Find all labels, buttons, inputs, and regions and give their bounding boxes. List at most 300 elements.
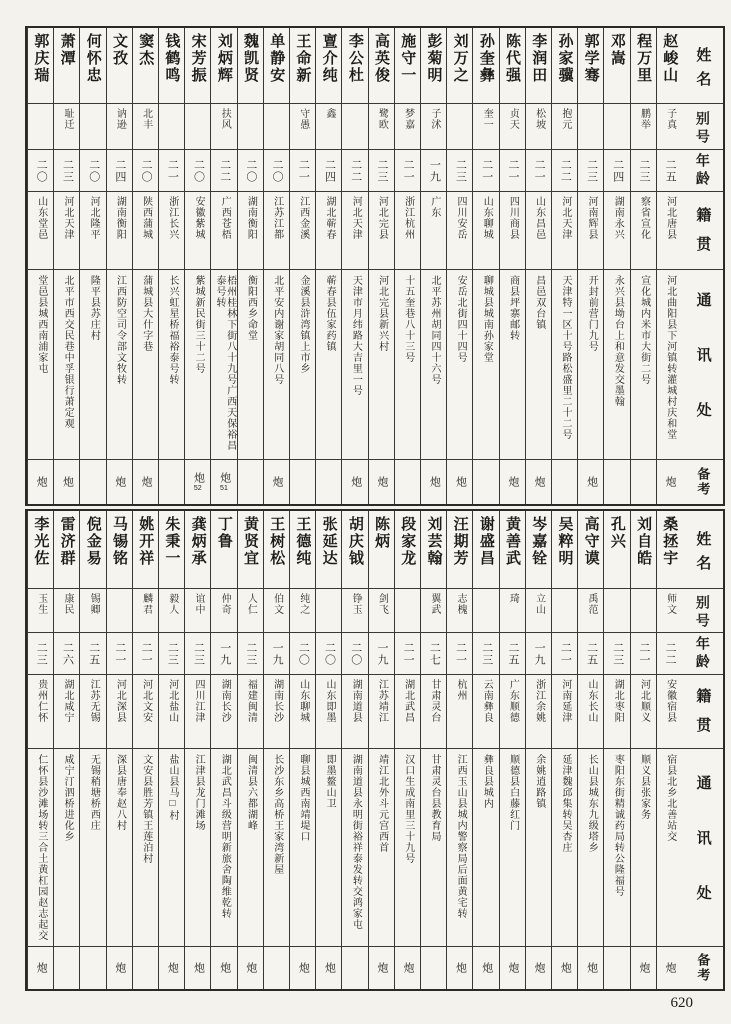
- native-place-cell: [578, 675, 603, 749]
- native-place-cell-text: 江苏无锡: [88, 679, 100, 723]
- age-cell-text: 一九: [218, 641, 231, 666]
- native-place-cell: [28, 675, 53, 749]
- alias-cell: [578, 589, 603, 633]
- address-cell: [80, 749, 105, 947]
- alias-cell: [369, 589, 394, 633]
- entry-column: [53, 511, 79, 989]
- alias-cell: [28, 589, 53, 633]
- alias-cell-text: 抱元: [559, 108, 571, 130]
- address-cell-text: 衡阳西乡命堂: [245, 275, 257, 341]
- age-cell-text: 二一: [637, 641, 650, 666]
- native-place-cell: [421, 192, 446, 270]
- address-cell-text: 长山县城东九级塔乡: [586, 754, 598, 853]
- alias-cell: [552, 589, 577, 633]
- alias-cell: [604, 104, 629, 150]
- native-place-cell: [159, 192, 184, 270]
- name-cell: [421, 511, 446, 589]
- remark-cell: [290, 947, 315, 989]
- header-native-label: 籍贯: [694, 206, 712, 265]
- remark-cell: [552, 460, 577, 504]
- name-cell-text: 窦杰: [137, 33, 155, 67]
- address-cell: [578, 270, 603, 460]
- age-cell-text: 二一: [402, 158, 415, 183]
- name-cell: [473, 28, 498, 104]
- remark-cell: [500, 460, 525, 504]
- age-cell-text: 二六: [61, 641, 74, 666]
- remark-cell-text: 炮: [218, 962, 231, 974]
- name-cell: [604, 28, 629, 104]
- native-place-cell: [238, 192, 263, 270]
- alias-cell: [473, 589, 498, 633]
- name-cell-text: 文孜: [111, 33, 128, 67]
- name-cell: [107, 28, 132, 104]
- address-cell: [159, 270, 184, 460]
- remark-cell-text: 炮: [140, 476, 153, 488]
- remark-cell-text: 炮: [192, 962, 205, 974]
- age-cell: [395, 150, 420, 192]
- remark-cell-text: 炮: [585, 476, 598, 488]
- age-cell-text: 二二: [218, 158, 231, 183]
- name-cell: [526, 28, 551, 104]
- alias-cell-text: 剑飞: [376, 593, 388, 615]
- alias-cell: [631, 104, 656, 150]
- name-cell: [500, 511, 525, 589]
- age-cell-text: 二〇: [244, 158, 257, 183]
- header-column: [682, 511, 723, 989]
- name-cell: [54, 28, 79, 104]
- alias-cell: [80, 589, 105, 633]
- native-place-cell: [316, 675, 341, 749]
- native-place-cell-text: 河北深县: [114, 679, 126, 723]
- address-cell: [264, 270, 289, 460]
- header-name: [682, 28, 723, 104]
- remark-cell: [447, 947, 472, 989]
- native-place-cell: [604, 675, 629, 749]
- entry-column: [551, 511, 577, 989]
- name-cell-text: 龚炳承: [189, 516, 207, 567]
- age-cell: [80, 633, 105, 675]
- age-cell-text: 二三: [192, 641, 205, 666]
- name-cell-text: 马锡铭: [111, 516, 128, 567]
- address-cell: [526, 749, 551, 947]
- age-cell: [80, 150, 105, 192]
- alias-cell-text: 松坡: [533, 108, 545, 130]
- alias-cell: [54, 104, 79, 150]
- entry-column: [368, 511, 394, 989]
- address-cell-text: 长沙东乡高桥王家湾新屋: [271, 754, 283, 875]
- native-place-cell: [447, 675, 472, 749]
- age-cell: [369, 633, 394, 675]
- remark-cell: [211, 460, 236, 504]
- alias-cell-text: 梦嘉: [402, 108, 414, 130]
- address-cell: [369, 270, 394, 460]
- name-cell-text: 孔兴: [608, 516, 626, 550]
- age-cell: [657, 150, 682, 192]
- age-cell: [395, 633, 420, 675]
- name-cell: [552, 511, 577, 589]
- native-place-cell: [133, 675, 158, 749]
- alias-cell: [316, 104, 341, 150]
- native-place-cell-text: 广东: [428, 196, 440, 218]
- remark-cell: [369, 947, 394, 989]
- native-place-cell: [552, 675, 577, 749]
- alias-cell: [54, 589, 79, 633]
- name-cell: [54, 511, 79, 589]
- alias-cell: [133, 104, 158, 150]
- native-place-cell-text: 湖南永兴: [612, 196, 624, 240]
- address-cell: [28, 749, 53, 947]
- address-cell-text: 北平安内谢家胡同八号: [271, 275, 283, 385]
- native-place-cell-text: 云南彝良: [481, 679, 493, 723]
- address-cell-text: 蒲城县大什字巷: [140, 275, 152, 352]
- address-cell-text: 余姚逍路镇: [533, 754, 545, 809]
- name-cell: [28, 511, 53, 589]
- age-cell-text: 二五: [87, 641, 100, 666]
- entry-column: [27, 28, 53, 504]
- native-place-cell-text: 湖南衡阳: [245, 196, 257, 240]
- address-cell: [604, 270, 629, 460]
- address-cell: [290, 270, 315, 460]
- name-cell: [369, 28, 394, 104]
- alias-cell: [159, 589, 184, 633]
- age-cell-text: 二一: [166, 158, 179, 183]
- age-cell-text: 二一: [113, 641, 126, 666]
- remark-cell-text: 炮: [506, 962, 519, 974]
- native-place-cell-text: 山东昌邑: [533, 196, 545, 240]
- age-cell: [133, 150, 158, 192]
- remark-cell: [657, 460, 682, 504]
- name-cell: [264, 28, 289, 104]
- remark-cell: [578, 460, 603, 504]
- entry-column: [158, 511, 184, 989]
- address-cell: [54, 270, 79, 460]
- remark-cell-text: 炮: [585, 962, 598, 974]
- address-cell: [473, 749, 498, 947]
- alias-cell-text: 守愚: [297, 108, 309, 130]
- header-name-label: 姓名: [694, 47, 712, 95]
- remark-cell-text: 炮: [349, 476, 362, 488]
- alias-cell-text: 鹏举: [638, 108, 650, 130]
- alias-cell-text: 志槐: [455, 593, 467, 615]
- entry-column: [472, 28, 498, 504]
- alias-cell-text: 琦: [507, 593, 519, 604]
- entry-column: [446, 511, 472, 989]
- address-cell-text: 延津魏邱集转吴杏庄: [559, 754, 571, 853]
- remark-cell-text: 炮: [664, 962, 677, 974]
- age-cell: [211, 150, 236, 192]
- directory-table-upper: [25, 26, 725, 506]
- header-age: [682, 633, 723, 675]
- remark-cell: [28, 947, 53, 989]
- alias-cell-text: 康民: [61, 593, 73, 615]
- remark-cell-text: 炮: [480, 962, 493, 974]
- native-place-cell-text: 江苏江都: [271, 196, 283, 240]
- age-cell: [28, 633, 53, 675]
- header-alias: [682, 589, 723, 633]
- address-cell-text: 紫城新民街三十二号: [193, 275, 205, 374]
- header-remark-label: 备考: [695, 953, 711, 983]
- alias-cell-text: 师文: [664, 593, 676, 615]
- alias-cell-text: 纯之: [297, 593, 309, 615]
- native-place-cell-text: 湖北咸宁: [61, 679, 73, 723]
- native-place-cell: [395, 675, 420, 749]
- name-cell-text: 黄贤宜: [242, 516, 260, 567]
- header-alias-label: 别号: [694, 594, 711, 631]
- age-cell-text: 二一: [402, 641, 415, 666]
- entry-column: [315, 511, 341, 989]
- remark-cell: [421, 460, 446, 504]
- age-cell: [631, 150, 656, 192]
- native-place-cell: [133, 192, 158, 270]
- address-cell: [211, 270, 236, 460]
- native-place-cell-text: 湖南道县: [350, 679, 362, 723]
- address-cell-text: 安岳北街四十四号: [455, 275, 467, 363]
- age-cell-text: 一九: [271, 641, 284, 666]
- native-place-cell: [578, 192, 603, 270]
- native-place-cell-text: 河北完县: [376, 196, 388, 240]
- remark-cell-text: 炮: [664, 476, 677, 488]
- remark-cell-text: 炮: [35, 476, 48, 488]
- address-cell-text: 北平苏州胡同四十六号: [428, 275, 440, 385]
- name-cell-text: 黄善武: [504, 516, 522, 567]
- remark-cell-text: 炮: [35, 962, 48, 974]
- remark-cell: [342, 947, 367, 989]
- header-native-label: 籍贯: [694, 687, 712, 746]
- address-cell: [500, 749, 525, 947]
- name-cell: [578, 511, 603, 589]
- native-place-cell-text: 湖南衡阳: [114, 196, 126, 240]
- address-cell: [657, 270, 682, 460]
- remark-cell: [159, 460, 184, 504]
- native-place-cell: [264, 192, 289, 270]
- remark-cell: [631, 460, 656, 504]
- address-cell: [185, 749, 210, 947]
- address-cell: [80, 270, 105, 460]
- address-cell: [107, 270, 132, 460]
- alias-cell: [264, 104, 289, 150]
- alias-cell: [657, 104, 682, 150]
- age-cell-text: 二五: [506, 641, 519, 666]
- entry-column: [341, 28, 367, 504]
- native-place-cell-text: 福建闽清: [245, 679, 257, 723]
- age-cell-text: 二〇: [192, 158, 205, 183]
- alias-cell: [211, 589, 236, 633]
- address-cell-text: 湖南道县永明街裕祥泰发转交鸿家屯: [350, 754, 362, 930]
- address-cell: [447, 270, 472, 460]
- remark-cell: [159, 947, 184, 989]
- remark-cell: [631, 947, 656, 989]
- alias-cell-text: 仲奇: [219, 593, 231, 615]
- name-cell-text: 钱鹤鸣: [163, 33, 181, 84]
- address-cell: [238, 749, 263, 947]
- name-cell: [342, 28, 367, 104]
- age-cell: [473, 633, 498, 675]
- age-cell-text: 二五: [664, 158, 677, 183]
- address-cell-text: 隆平县苏庄村: [88, 275, 100, 341]
- alias-cell: [500, 104, 525, 150]
- name-cell: [447, 511, 472, 589]
- directory-sheet: [25, 26, 725, 991]
- name-cell-text: 张延达: [320, 516, 338, 567]
- remark-cell: [238, 947, 263, 989]
- entry-column: [263, 511, 289, 989]
- remark-cell: [80, 947, 105, 989]
- remark-cell-text: 炮: [271, 476, 284, 488]
- name-cell-text: 李公杜: [346, 33, 364, 84]
- age-cell-text: 二一: [533, 158, 546, 183]
- address-cell: [421, 749, 446, 947]
- remark-cell-text: 炮: [533, 476, 546, 488]
- address-cell-text: 北平市西交民巷中孚银行萧定观: [62, 275, 74, 429]
- name-cell-text: 陈炳: [373, 516, 391, 550]
- header-alias-label: 别号: [694, 110, 711, 147]
- age-cell: [657, 633, 682, 675]
- alias-cell-text: 北丰: [140, 108, 152, 130]
- native-place-cell: [526, 192, 551, 270]
- alias-cell-text: 贞天: [507, 108, 519, 130]
- alias-cell: [316, 589, 341, 633]
- native-place-cell-text: 河北盐山: [166, 679, 178, 723]
- remark-cell-text: 炮: [244, 962, 257, 974]
- name-cell-text: 李光佐: [32, 516, 50, 567]
- native-place-cell-text: 江苏靖江: [376, 679, 388, 723]
- alias-cell: [264, 589, 289, 633]
- alias-cell-text: 鹭欧: [376, 108, 388, 130]
- remark-cell: [604, 947, 629, 989]
- name-cell: [211, 511, 236, 589]
- name-cell: [631, 511, 656, 589]
- native-place-cell: [657, 675, 682, 749]
- age-cell-text: 二〇: [87, 158, 100, 183]
- address-cell-text: 河北完县新兴村: [376, 275, 388, 352]
- entry-column: [237, 511, 263, 989]
- remark-cell: [264, 460, 289, 504]
- name-cell-text: 郭学骞: [582, 33, 600, 84]
- age-cell: [421, 150, 446, 192]
- native-place-cell: [54, 675, 79, 749]
- entry-column: [53, 28, 79, 504]
- name-cell-text: 宋芳振: [189, 33, 207, 84]
- entry-column: [656, 28, 682, 504]
- name-cell: [80, 511, 105, 589]
- name-cell: [133, 28, 158, 104]
- native-place-cell: [447, 192, 472, 270]
- remark-cell: [185, 460, 210, 504]
- alias-cell: [28, 104, 53, 150]
- native-place-cell: [552, 192, 577, 270]
- native-place-cell: [185, 192, 210, 270]
- address-cell: [316, 270, 341, 460]
- remark-cell-text: 炮: [428, 476, 441, 488]
- age-cell-text: 二一: [480, 158, 493, 183]
- entry-column: [472, 511, 498, 989]
- name-cell-text: 赵峻山: [661, 33, 679, 84]
- entry-column: [499, 28, 525, 504]
- alias-cell-text: 玉生: [35, 593, 47, 615]
- age-cell: [369, 150, 394, 192]
- entry-column: [446, 28, 472, 504]
- name-cell: [185, 28, 210, 104]
- age-cell-text: 一九: [533, 641, 546, 666]
- address-cell: [500, 270, 525, 460]
- age-cell-text: 二三: [454, 158, 467, 183]
- name-cell-text: 雷济群: [58, 516, 76, 567]
- address-cell-text: 湖北武昌斗级营明新旅舍陶维乾转: [219, 754, 231, 919]
- remark-cell-text: 炮: [61, 476, 74, 488]
- address-cell-text: 十五奎巷八十三号: [402, 275, 414, 363]
- entry-column: [551, 28, 577, 504]
- remark-cell: [473, 460, 498, 504]
- name-cell-text: 单静安: [268, 33, 286, 84]
- remark-cell: [342, 460, 367, 504]
- name-cell: [578, 28, 603, 104]
- address-cell: [133, 270, 158, 460]
- address-cell: [395, 749, 420, 947]
- name-cell-text: 段家龙: [399, 516, 417, 567]
- native-place-cell: [54, 192, 79, 270]
- age-cell-text: 二三: [35, 641, 48, 666]
- age-cell-text: 二〇: [349, 641, 362, 666]
- native-place-cell-text: 江西金溪: [297, 196, 309, 240]
- native-place-cell: [211, 192, 236, 270]
- alias-cell: [211, 104, 236, 150]
- address-cell: [107, 749, 132, 947]
- address-cell: [159, 749, 184, 947]
- native-place-cell-text: 安徽紫城: [192, 196, 204, 240]
- address-cell-text: 无锡稍塘桥西庄: [88, 754, 100, 831]
- native-place-cell: [316, 192, 341, 270]
- alias-cell-text: 奎一: [481, 108, 493, 130]
- address-cell: [290, 749, 315, 947]
- remark-cell: [421, 947, 446, 989]
- age-cell-text: 二〇: [323, 641, 336, 666]
- native-place-cell: [159, 675, 184, 749]
- address-cell-text: 梧州桂林下街八十九号广西天保裕昌泰号转: [213, 275, 236, 451]
- name-cell: [500, 28, 525, 104]
- age-cell: [54, 150, 79, 192]
- name-cell: [185, 511, 210, 589]
- remark-cell: [316, 947, 341, 989]
- age-cell: [578, 633, 603, 675]
- native-place-cell: [238, 675, 263, 749]
- alias-cell: [631, 589, 656, 633]
- remark-cell: [133, 947, 158, 989]
- native-place-cell: [107, 675, 132, 749]
- address-cell: [657, 749, 682, 947]
- remark-cell-text: 炮: [454, 962, 467, 974]
- remark-cell: [264, 947, 289, 989]
- address-cell-text: 天津市月纬路大吉里一号: [350, 275, 362, 396]
- age-cell-text: 二一: [140, 641, 153, 666]
- alias-cell: [578, 104, 603, 150]
- address-cell-text: 闽清县六都湖峰: [245, 754, 257, 831]
- address-cell: [552, 749, 577, 947]
- remark-cell-text: 炮: [375, 962, 388, 974]
- address-cell: [578, 749, 603, 947]
- alias-cell: [395, 104, 420, 150]
- name-cell-text: 吴粹明: [556, 516, 574, 567]
- remark-cell: [316, 460, 341, 504]
- address-cell-text: 昌邑双台镇: [533, 275, 545, 330]
- age-cell: [316, 150, 341, 192]
- age-cell-text: 二二: [664, 641, 677, 666]
- alias-cell-text: 禹范: [586, 593, 598, 615]
- name-cell: [290, 511, 315, 589]
- name-cell: [421, 28, 446, 104]
- age-cell: [290, 150, 315, 192]
- entry-column: [525, 511, 551, 989]
- address-cell: [631, 270, 656, 460]
